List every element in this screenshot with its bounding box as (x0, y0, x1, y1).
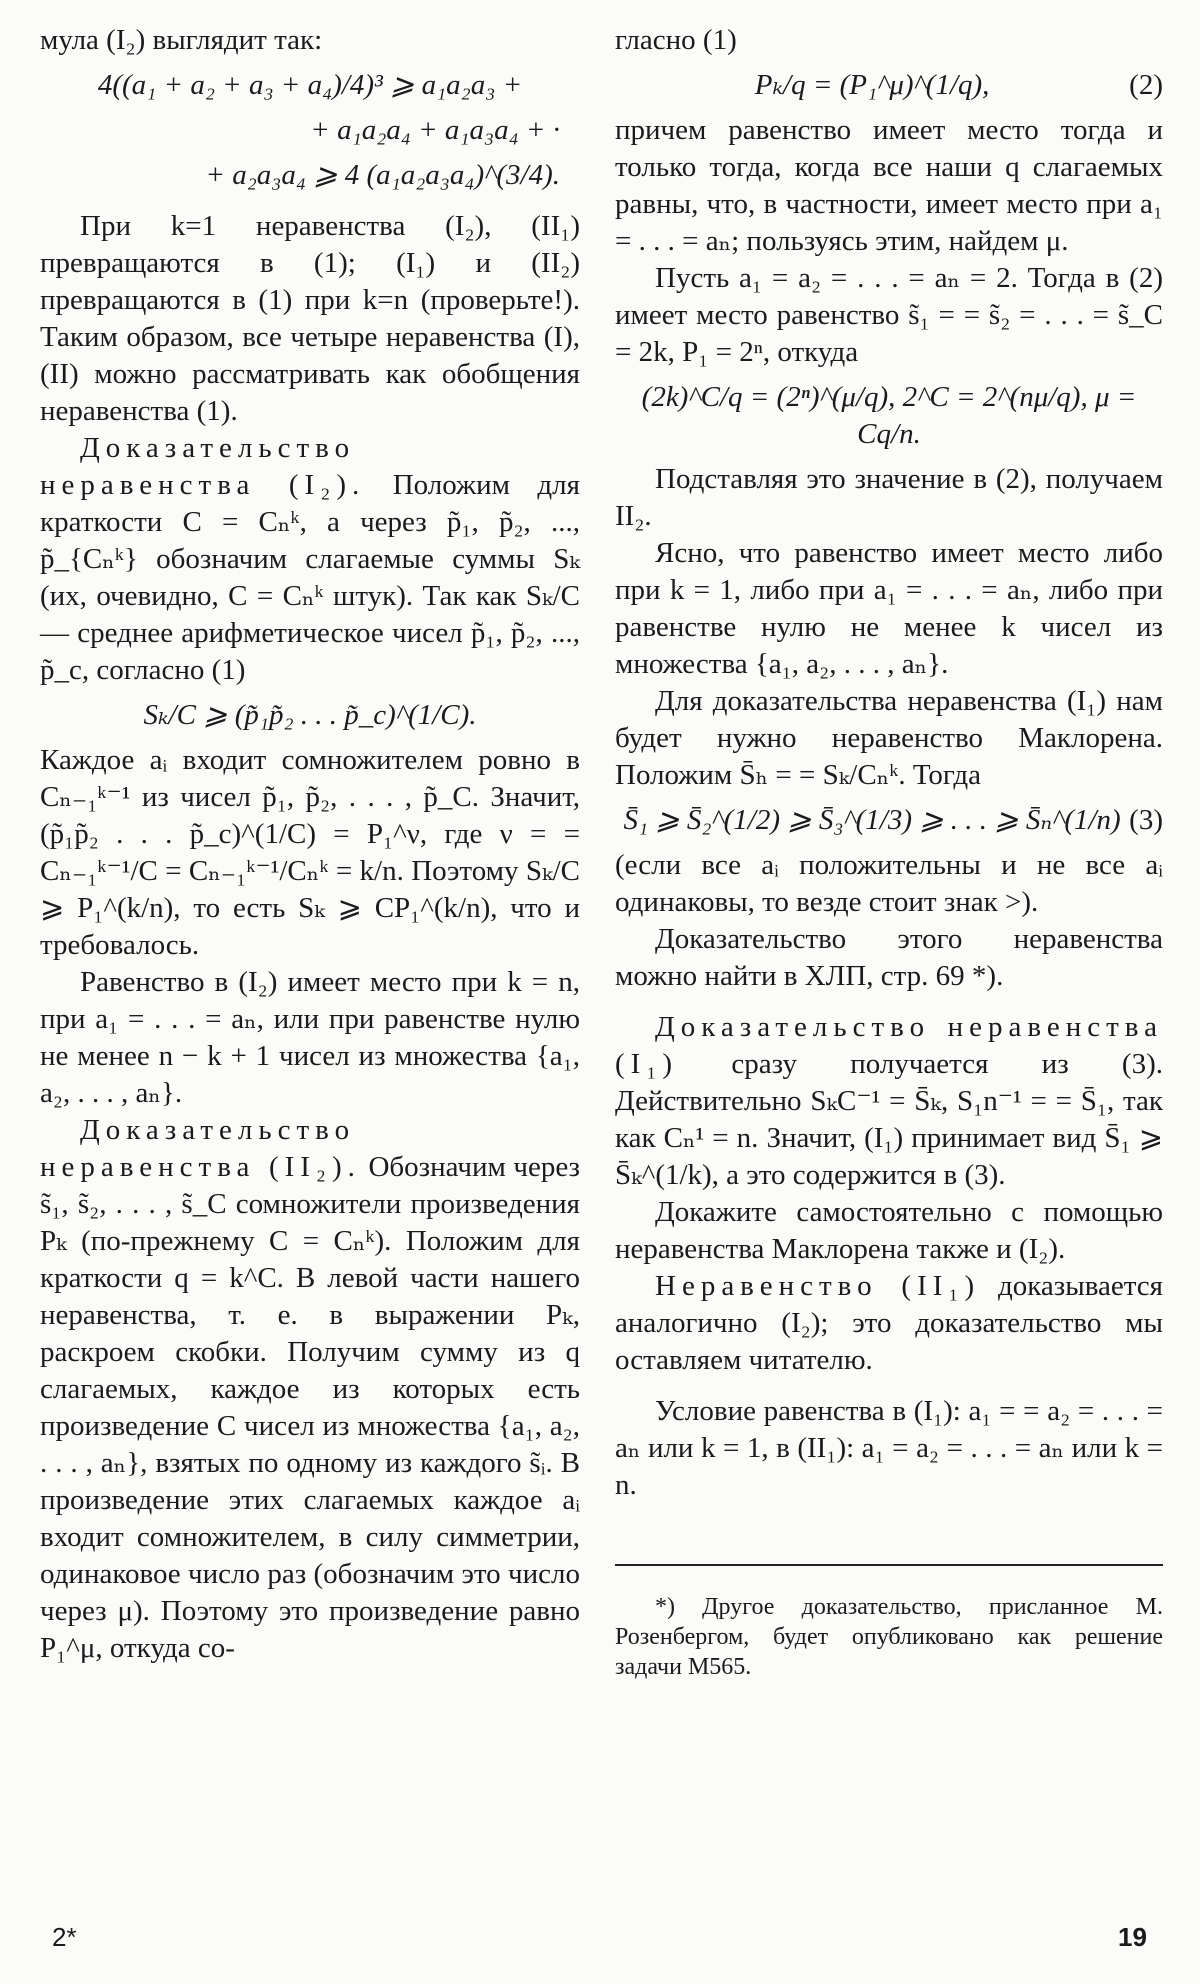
paragraph: Докажите самостоятельно с помощью неравенства Маклорена также и (I₂). (615, 1196, 1163, 1265)
equation-number: (2) (1129, 69, 1163, 101)
paragraph-text: Обозначим через s̃₁, s̃₂, . . . , s̃_C сомножители произведения Pₖ (по-прежнему C = Cₙᵏ). Положим для краткости q = k^C. В левой части нашего неравенства, т. е. в выражении Pₖ, раскроем скобки. Получим сумму из q слагаемых, каждое из которых есть произведение C чисел из множества {a₁, a₂, . . . , aₙ}, взятых по одному из каждого s̃ᵢ. В произведение этих слагаемых каждое aᵢ входит сомножителем, в силу симметрии, одинаковое число раз (обозначим это число через μ). Поэтому это произведение равно P₁^μ, откуда со- (40, 1151, 580, 1664)
section-heading: Доказательство неравенства (II₂). (40, 1114, 361, 1183)
paragraph: мула (I₂) выглядит так: (40, 24, 323, 56)
paragraph: (если все aᵢ положительны и не все aᵢ одинаковы, то везде стоит знак >). (615, 849, 1163, 918)
paragraph: гласно (1) (615, 24, 737, 56)
paragraph-text: доказывается аналогично (I₂); это доказательство мы оставляем читателю. (615, 1270, 1163, 1376)
paragraph (40, 430, 580, 689)
formula-text: Pₖ/q = (P₁^μ)^(1/q), (754, 69, 990, 101)
formula: + a₁a₂a₄ + a₁a₃a₄ + · (310, 114, 560, 146)
formula (615, 67, 1163, 104)
paragraph: Доказательство этого неравенства можно найти в ХЛП, стр. 69 *). (615, 923, 1163, 992)
paragraph-text: Положим для краткости C = Cₙᵏ, а через p̃₁, p̃₂, ..., p̃_{Cₙᵏ} обозначим слагаемые суммы Sₖ (их, очевидно, C = Cₙᵏ штук). Так как Sₖ/C — среднее арифметическое чисел p̃₁, p̃₂, ..., p̃_c, согласно (1) (40, 469, 580, 686)
paragraph (615, 1009, 1163, 1194)
formula-text: S̄₁ ⩾ S̄₂^(1/2) ⩾ S̄₃^(1/3) ⩾ . . . ⩾ S̄ₙ^(1/n) (623, 804, 1121, 836)
formula: (2k)^C/q = (2ⁿ)^(μ/q), 2^C = 2^(nμ/q), μ = Cq/n. (641, 381, 1137, 450)
formula: Sₖ/C ⩾ (p̃₁p̃₂ . . . p̃_c)^(1/C). (143, 699, 477, 731)
paragraph (40, 1112, 580, 1667)
paragraph: Равенство в (I₂) имеет место при k = n, при a₁ = . . . = aₙ, или при равенстве нулю не менее n − k + 1 чисел из множества {a₁, a₂, . . . , aₙ}. (40, 966, 580, 1109)
section-heading: Доказательство неравенства (I₁) (615, 1011, 1163, 1080)
paragraph: Каждое aᵢ входит сомножителем ровно в Cₙ₋₁ᵏ⁻¹ из чисел p̃₁, p̃₂, . . . , p̃_C. Значит, (p̃₁p̃₂ . . . p̃_c)^(1/C) = P₁^ν, где ν = = Cₙ₋₁ᵏ⁻¹/C = Cₙ₋₁ᵏ⁻¹/Cₙᵏ = k/n. Поэтому Sₖ/C ⩾ P₁^(k/n), то есть Sₖ ⩾ CP₁^(k/n), что и требовалось. (40, 744, 580, 961)
page-number-right: 19 (1118, 1922, 1147, 1952)
paragraph: Для доказательства неравенства (I₁) нам будет нужно неравенство Маклорена. Положим S̄ₕ = = Sₖ/Cₙᵏ. Тогда (615, 685, 1163, 791)
paragraph: Ясно, что равенство имеет место либо при k = 1, либо при a₁ = . . . = aₙ, либо при равенстве нулю не менее k чисел из множества {a₁, a₂, . . . , aₙ}. (615, 537, 1163, 680)
section-heading: Доказательство неравенства (I₂). (40, 432, 366, 501)
equation-number: (3) (1129, 804, 1163, 836)
page-number-left: 2* (52, 1922, 77, 1952)
paragraph: Условие равенства в (I₁): a₁ = = a₂ = . . . = aₙ или k = 1, в (II₁): a₁ = a₂ = . . . = aₙ или k = n. (615, 1395, 1163, 1501)
section-heading: Неравенство (II₁) (655, 1270, 981, 1302)
formula: 4((a₁ + a₂ + a₃ + a₄)/4)³ ⩾ a₁a₂a₃ + (97, 69, 523, 101)
formula (615, 802, 1163, 839)
paragraph: При k=1 неравенства (I₂), (II₁) превращаются в (1); (I₁) и (II₂) превращаются в (1) при k=n (проверьте!). Таким образом, все четыре неравенства (I), (II) можно рассматривать как обобщения неравенства (1). (40, 210, 580, 427)
paragraph: Подставляя это значение в (2), получаем II₂. (615, 463, 1163, 532)
paragraph-text: сразу получается из (3). Действительно SₖC⁻¹ = S̄ₖ, S₁n⁻¹ = = S̄₁, так как Cₙ¹ = n. Значит, (I₁) принимает вид S̄₁ ⩾ S̄ₖ^(1/k), а это содержится в (3). (615, 1048, 1163, 1191)
footnote-rule (615, 1564, 1163, 1566)
right-column (615, 22, 1163, 1682)
left-column (40, 22, 580, 1667)
paragraph: причем равенство имеет место тогда и только тогда, когда все наши q слагаемых равны, что, в частности, имеет место при a₁ = . . . = aₙ; пользуясь этим, найдем μ. (615, 114, 1163, 257)
footnote: *) Другое доказательство, присланное М. Розенбергом, будет опубликовано как решение задачи М565. (615, 1594, 1163, 1680)
formula: + a₂a₃a₄ ⩾ 4 (a₁a₂a₃a₄)^(3/4). (205, 159, 560, 191)
paragraph (615, 1268, 1163, 1379)
paragraph: Пусть a₁ = a₂ = . . . = aₙ = 2. Тогда в (2) имеет место равенство s̃₁ = = s̃₂ = . . . = s̃_C = 2k, P₁ = 2ⁿ, откуда (615, 262, 1163, 368)
